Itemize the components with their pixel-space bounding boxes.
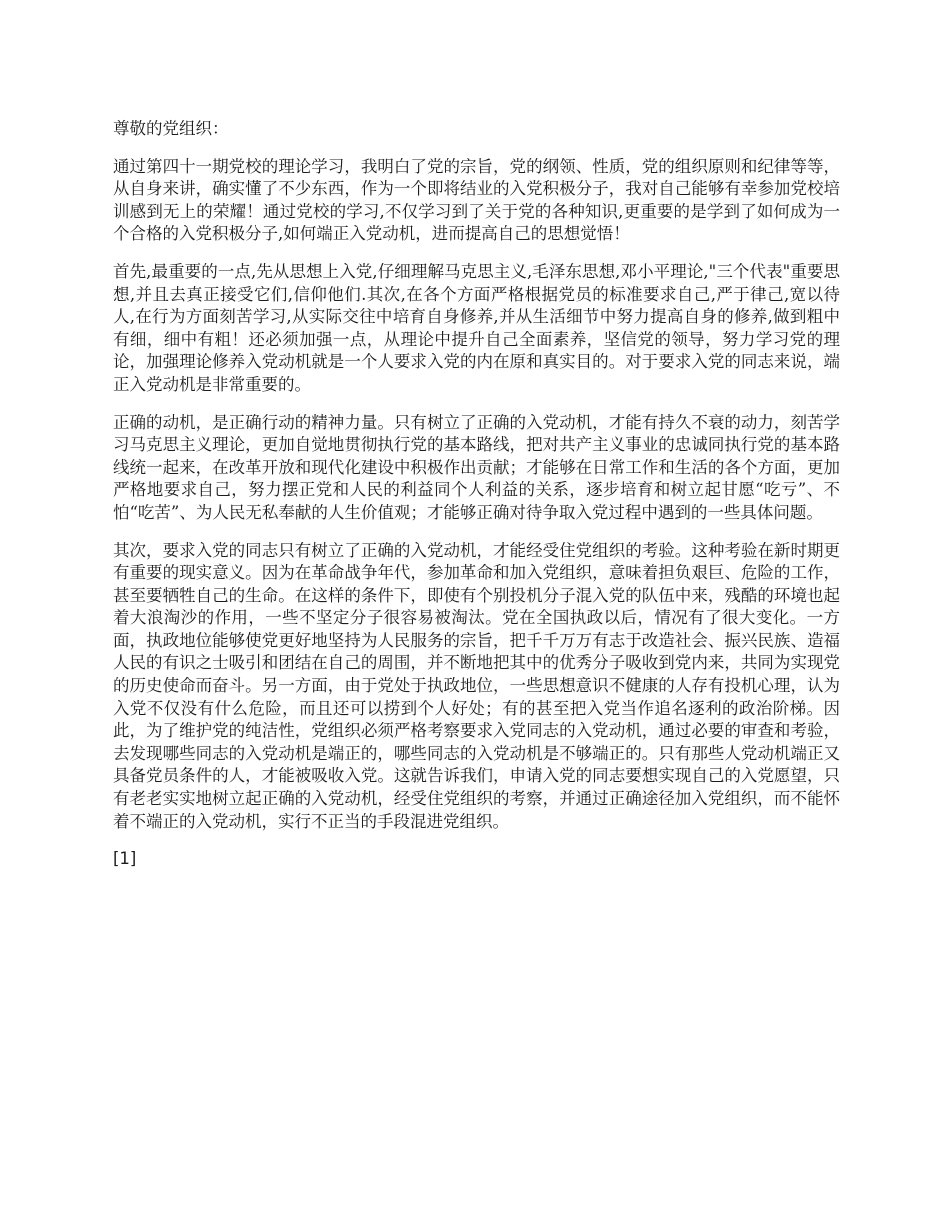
paragraph: 首先,最重要的一点,先从思想上入党,仔细理解马克思主义,毛泽东思想,邓小平理论,"三个代表"重要思想,并且去真正接受它们,信仰他们.其次,在各个方面严格根据党员的标准要求自己,严于律己,宽以待人,在行为方面刻苦学习,从实际交往中培育自身修养,并从生活细节中努力提高自身的修养,做到粗中有细，细中有粗！还必须加强一点，从理论中提升自己全面素养，坚信党的领导，努力学习党的理论，加强理论修养入党动机就是一个人要求入党的内在原和真实目的。对于要求入党的同志来说，端正入党动机是非常重要的。 xyxy=(113,261,840,394)
reference-marker: [1] xyxy=(113,849,137,869)
salutation: 尊敬的党组织： xyxy=(113,119,229,138)
document-body xyxy=(113,118,840,871)
paragraph: 正确的动机，是正确行动的精神力量。只有树立了正确的入党动机，才能有持久不衰的动力，刻苦学习马克思主义理论，更加自觉地贯彻执行党的基本路线，把对共产主义事业的忠诚同执行党的基本路线统一起来，在改革开放和现代化建设中积极作出贡献；才能够在日常工作和生活的各个方面，更加严格地要求自己，努力摆正党和人民的利益同个人利益的关系，逐步培育和树立起甘愿“吃亏”、不怕“吃苦”、为人民无私奉献的人生价值观；才能够正确对待争取入党过程中遇到的一些具体问题。 xyxy=(113,412,840,522)
paragraph: 通过第四十一期党校的理论学习，我明白了党的宗旨，党的纲领、性质，党的组织原则和纪律等等，从自身来讲，确实懂了不少东西，作为一个即将结业的入党积极分子，我对自己能够有幸参加党校培训感到无上的荣耀！通过党校的学习,不仅学习到了关于党的各种知识,更重要的是学到了如何成为一个合格的入党积极分子,如何端正入党动机，进而提高自己的思想觉悟！ xyxy=(113,156,840,244)
paragraph: 其次，要求入党的同志只有树立了正确的入党动机，才能经受住党组织的考验。这种考验在新时期更有重要的现实意义。因为在革命战争年代，参加革命和加入党组织，意味着担负艰巨、危险的工作，甚至要牺牲自己的生命。在这样的条件下，即使有个别投机分子混入党的队伍中来，残酷的环境也起着大浪淘沙的作用，一些不坚定分子很容易被淘汰。党在全国执政以后，情况有了很大变化。一方面，执政地位能够使党更好地坚持为人民服务的宗旨，把千千万万有志于改造社会、振兴民族、造福人民的有识之士吸引和团结在自己的周围，并不断地把其中的优秀分子吸收到党内来，共同为实现党的历史使命而奋斗。另一方面，由于党处于执政地位，一些思想意识不健康的人存有投机心理，认为入党不仅没有什么危险，而且还可以捞到个人好处；有的甚至把入党当作追名逐利的政治阶梯。因此，为了维护党的纯洁性，党组织必须严格考察要求入党同志的入党动机，通过必要的审查和考验，去发现哪些同志的入党动机是端正的，哪些同志的入党动机是不够端正的。只有那些人党动机端正又具备党员条件的人，才能被吸收入党。这就告诉我们，申请入党的同志要想实现自己的入党愿望，只有老老实实地树立起正确的入党动机，经受住党组织的考察，并通过正确途径加入党组织，而不能怀着不端正的入党动机，实行不正当的手段混进党组织。 xyxy=(113,540,840,831)
